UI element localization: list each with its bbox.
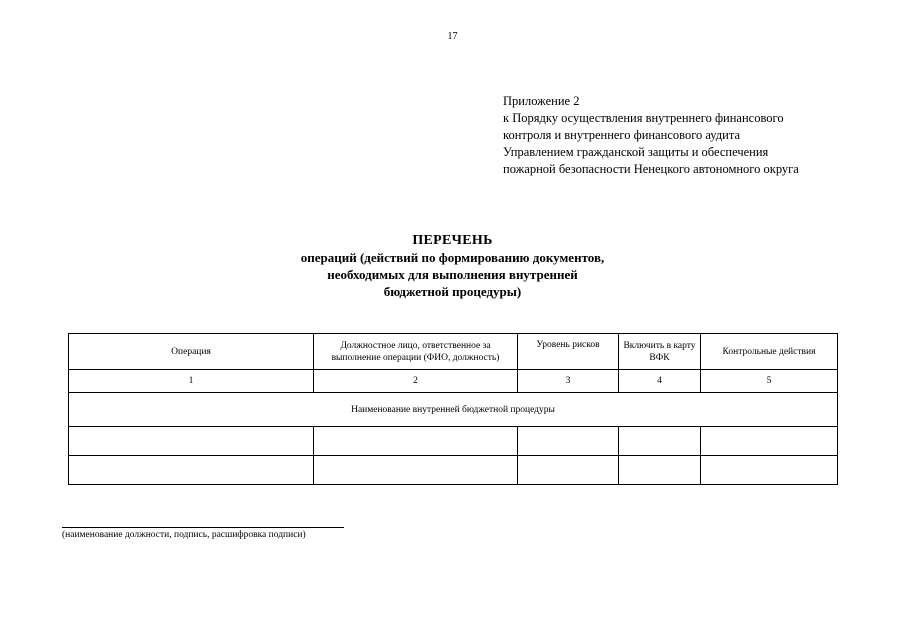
document-subtitle-line: необходимых для выполнения внутренней [327,267,578,282]
column-number: 5 [701,370,838,393]
table-cell [69,456,314,485]
table-row [69,427,838,456]
signature-caption: (наименование должности, подпись, расшифровка подписи) [62,530,306,540]
document-subtitle-line: операций (действий по формированию документов, [300,250,605,265]
document-title-block [0,232,905,300]
appendix-line: Приложение 2 [503,94,580,108]
appendix-line: пожарной безопасности Ненецкого автономного округа [503,162,799,176]
appendix-block [503,93,898,178]
document-subtitle-line: бюджетной процедуры) [383,284,522,299]
header-operation: Операция [69,334,314,370]
appendix-line: Управлением гражданской защиты и обеспечения [503,145,769,159]
table-cell [701,456,838,485]
column-number: 2 [314,370,518,393]
page-number: 17 [447,31,458,42]
procedure-row [69,393,838,427]
column-number: 1 [69,370,314,393]
appendix-line: контроля и внутреннего финансового аудита [503,128,740,142]
table-cell [619,456,701,485]
table-cell [518,427,619,456]
header-include-vfk-map: Включить в карту ВФК [619,334,701,370]
table-cell [619,427,701,456]
signature-line [62,527,344,528]
appendix-line: к Порядку осуществления внутреннего финансового [503,111,784,125]
table-header-row [69,334,838,370]
document-title: ПЕРЕЧЕНЬ [412,233,493,248]
table-cell [314,456,518,485]
header-responsible-person: Должностное лицо, ответственное за выполнение операции (ФИО, должность) [314,334,518,370]
column-number-row [69,370,838,393]
operations-table [68,333,838,485]
table-cell [314,427,518,456]
column-number: 4 [619,370,701,393]
header-control-actions: Контрольные действия [701,334,838,370]
table-row [69,456,838,485]
column-number: 3 [518,370,619,393]
header-risk-level: Уровень рисков [518,334,619,370]
table-cell [69,427,314,456]
table-cell [701,427,838,456]
table-cell [518,456,619,485]
procedure-name-cell: Наименование внутренней бюджетной процедуры [69,393,838,427]
